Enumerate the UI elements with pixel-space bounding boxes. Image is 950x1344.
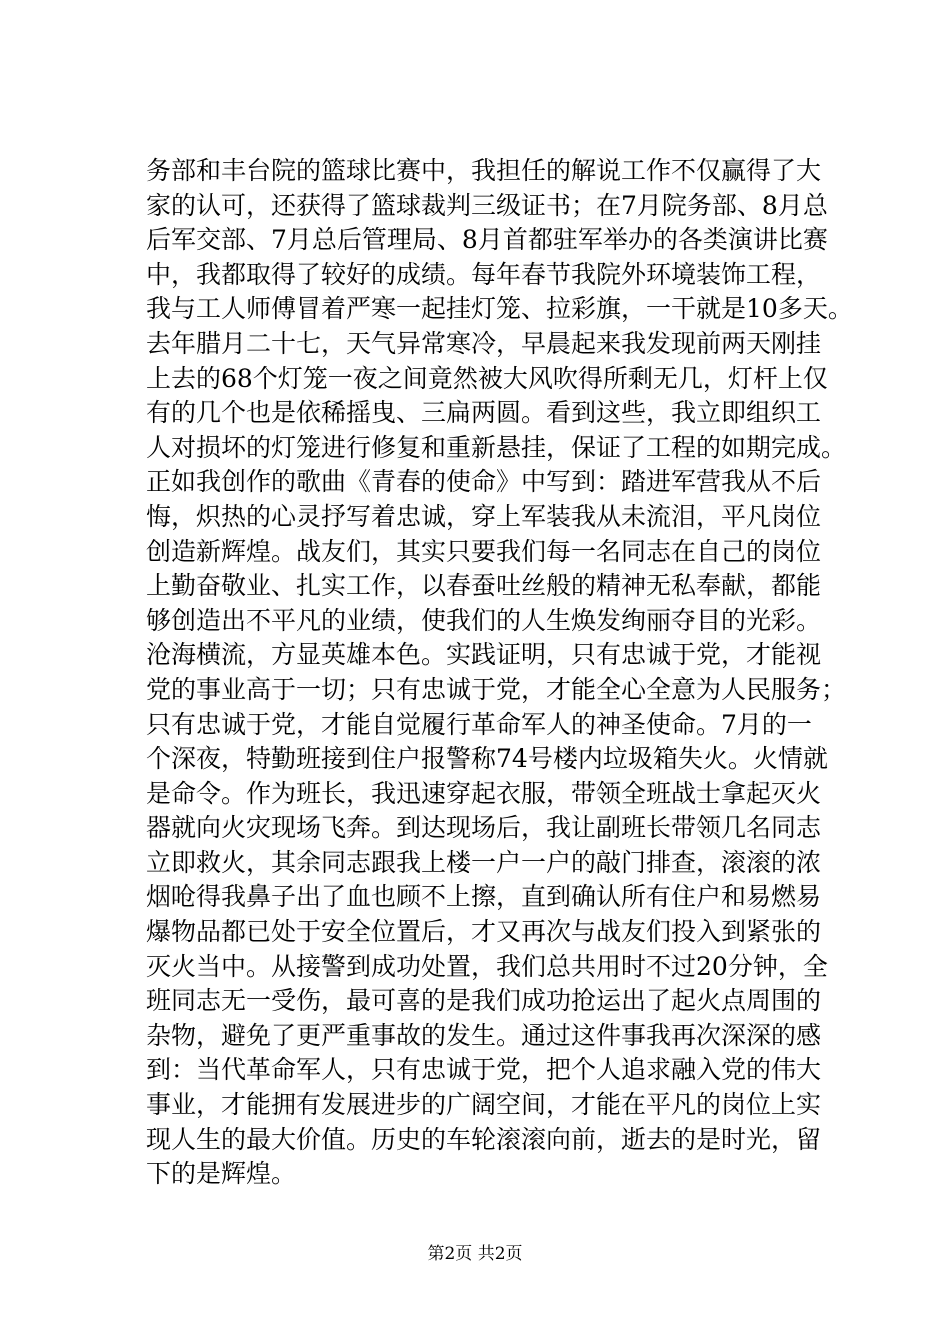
text-line: 去年腊月二十七，天气异常寒冷，早晨起来我发现前两天刚挂 [146, 328, 822, 358]
text-line: 爆物品都已处于安全位置后，才又再次与战友们投入到紧张的 [146, 917, 822, 947]
page-number-footer: 第2页 共2页 [427, 1244, 523, 1264]
text-line: 中，我都取得了较好的成绩。每年春节我院外环境装饰工程， [146, 259, 822, 289]
text-line: 是命令。作为班长，我迅速穿起衣服，带领全班战士拿起灭火 [146, 778, 822, 808]
text-line: 有的几个也是依稀摇曳、三扁两圆。看到这些，我立即组织工 [146, 398, 822, 428]
text-line: 现人生的最大价值。历史的车轮滚滚向前，逝去的是时光，留 [146, 1124, 822, 1154]
text-line: 器就向火灾现场飞奔。到达现场后，我让副班长带领几名同志 [146, 813, 822, 843]
text-line: 只有忠诚于党，才能自觉履行革命军人的神圣使命。7月的一 [146, 709, 812, 739]
text-line: 灭火当中。从接警到成功处置，我们总共用时不过20分钟，全 [146, 951, 828, 981]
text-line: 沧海横流，方显英雄本色。实践证明，只有忠诚于党，才能视 [146, 640, 822, 670]
text-line: 家的认可，还获得了篮球裁判三级证书；在7月院务部、8月总 [146, 190, 828, 220]
text-line: 悔，炽热的心灵抒写着忠诚，穿上军装我从未流泪，平凡岗位 [146, 501, 822, 531]
text-line: 个深夜，特勤班接到住户报警称74号楼内垃圾箱失火。火情就 [146, 744, 828, 774]
text-line: 班同志无一受伤，最可喜的是我们成功抢运出了起火点周围的 [146, 986, 822, 1016]
text-line: 下的是辉煌。 [146, 1159, 297, 1189]
text-line: 我与工人师傅冒着严寒一起挂灯笼、拉彩旗，一干就是10多天。 [146, 294, 853, 324]
text-line: 人对损坏的灯笼进行修复和重新悬挂，保证了工程的如期完成。 [146, 432, 847, 462]
text-line: 务部和丰台院的篮球比赛中，我担任的解说工作不仅赢得了大 [146, 156, 822, 185]
text-line: 后军交部、7月总后管理局、8月首都驻军举办的各类演讲比赛 [146, 225, 828, 255]
text-line: 杂物，避免了更严重事故的发生。通过这件事我再次深深的感 [146, 1020, 822, 1050]
text-line: 烟呛得我鼻子出了血也顾不上擦，直到确认所有住户和易燃易 [146, 882, 822, 912]
text-line: 上去的68个灯笼一夜之间竟然被大风吹得所剩无几，灯杆上仅 [146, 363, 828, 393]
text-line: 党的事业高于一切；只有忠诚于党，才能全心全意为人民服务； [146, 674, 847, 704]
text-line: 够创造出不平凡的业绩，使我们的人生焕发绚丽夺目的光彩。 [146, 605, 822, 635]
text-line: 事业，才能拥有发展进步的广阔空间，才能在平凡的岗位上实 [146, 1090, 822, 1120]
text-line: 上勤奋敬业、扎实工作，以春蚕吐丝般的精神无私奉献，都能 [146, 571, 822, 601]
text-line: 正如我创作的歌曲《青春的使命》中写到：踏进军营我从不后 [146, 467, 822, 497]
text-line: 到：当代革命军人，只有忠诚于党，把个人追求融入党的伟大 [146, 1055, 822, 1085]
text-line: 立即救火，其余同志跟我上楼一户一户的敲门排查，滚滚的浓 [146, 847, 822, 877]
text-line: 创造新辉煌。战友们，其实只要我们每一名同志在自己的岗位 [146, 536, 822, 566]
body-paragraph [146, 154, 866, 1192]
